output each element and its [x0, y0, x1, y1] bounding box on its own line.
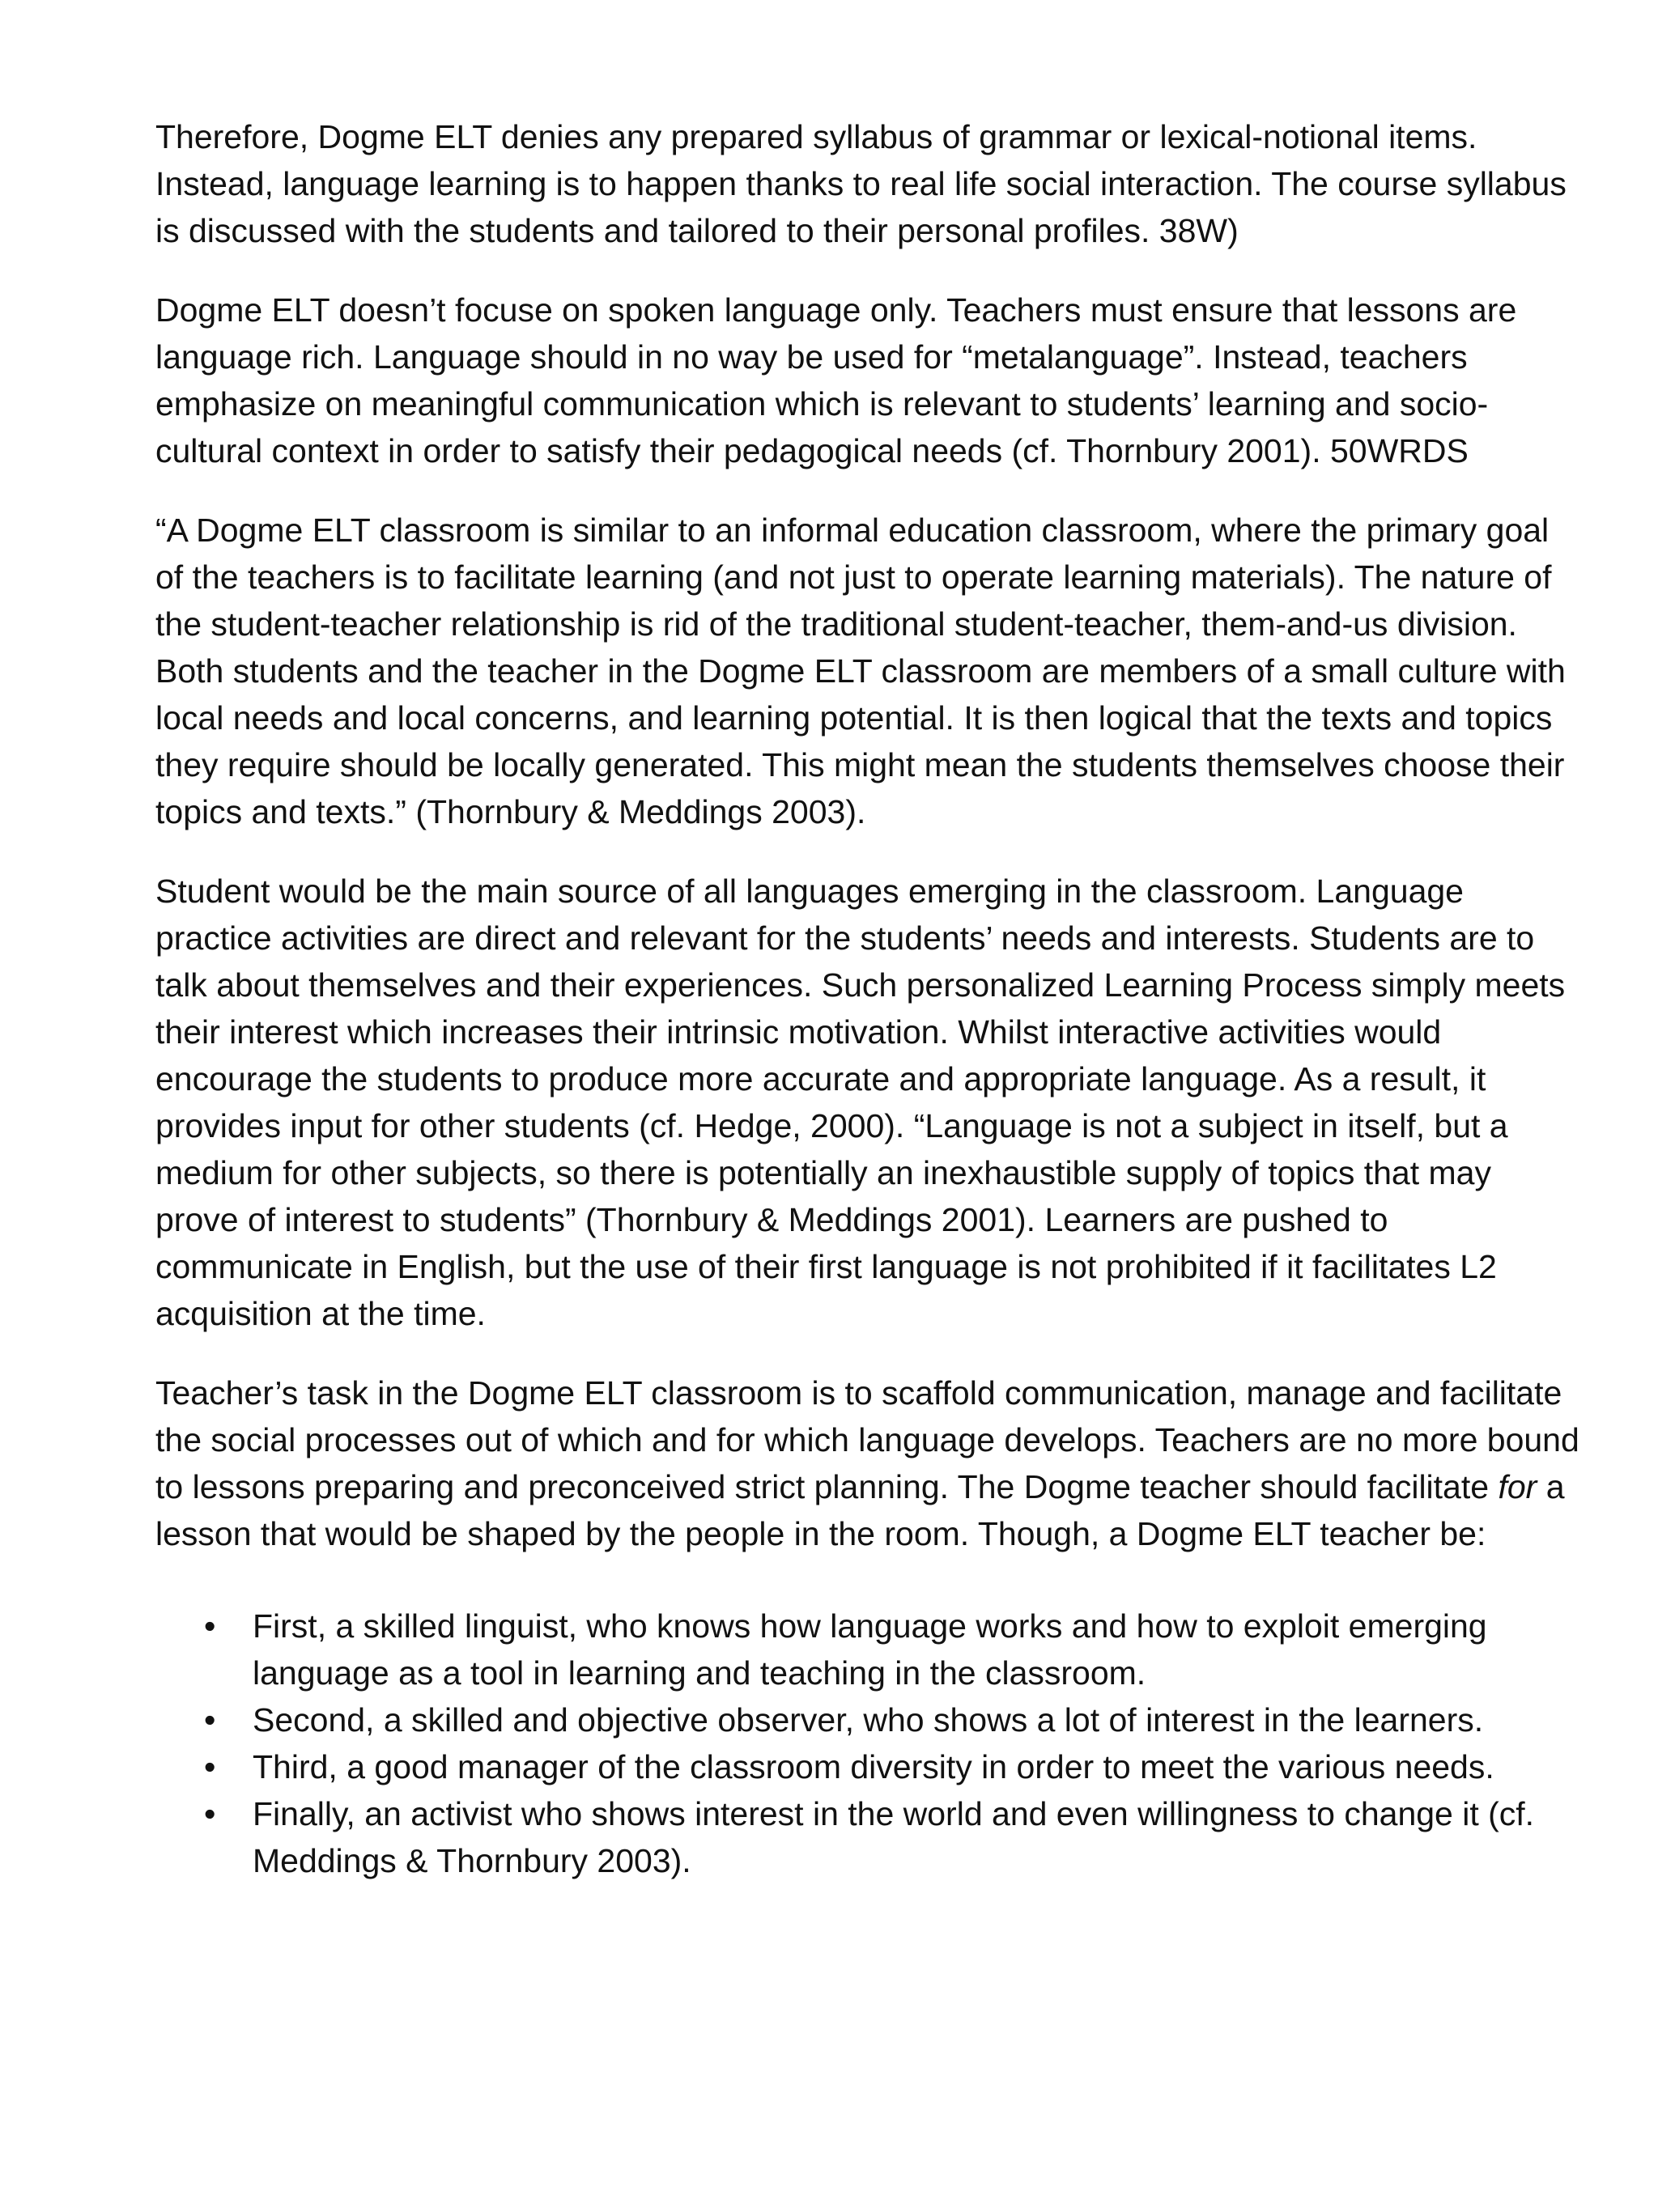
paragraph-spoken-language: Dogme ELT doesn’t focuse on spoken language only. Teachers must ensure that lessons are language rich. Language should in no way be used for “metalanguage”. Instead, teachers emphasize on meaningful communication which is relevant to students’ learning and socio-cultural context in order to satisfy their pedagogical needs (cf. Thornbury 2001). 50WRDS — [155, 291, 1517, 469]
paragraph-classroom-quote: “A Dogme ELT classroom is similar to an informal education classroom, where the primary goal of the teachers is to facilitate learning (and not just to operate learning materials). The nature of the student-teacher relationship is rid of the traditional student-teacher, them-and-us division. Both students and the teacher in the Dogme ELT classroom are members of a small culture with local needs and local concerns, and learning potential. It is then logical that the texts and topics they require should be locally generated. This might mean the students themselves choose their topics and texts.” (Thornbury & Meddings 2003). — [155, 512, 1566, 830]
bullet-icon: • — [204, 1795, 216, 1832]
teacher-text-end: a lesson that would be shaped by the people in the room. Though, a Dogme ELT teacher be: — [155, 1468, 1565, 1552]
paragraph-syllabus: Therefore, Dogme ELT denies any prepared syllabus of grammar or lexical-notional items. Instead, language learning is to happen thanks to real life social interaction. The course syllabus is discussed with the students and tailored to their personal profiles. 38W) — [155, 118, 1567, 249]
teacher-text-start: Teacher’s task in the Dogme ELT classroom is to scaffold communication, manage and facilitate the social processes out of which and for which language develops. Teachers are no more bound to lessons preparing and preconceived strict planning. The Dogme teacher should facilitate — [155, 1374, 1579, 1505]
list-item-text: Finally, an activist who shows interest in the world and even willingness to change it (cf. Meddings & Thornbury 2003). — [253, 1795, 1535, 1879]
teacher-qualities-list — [155, 1603, 1580, 1884]
list-item — [155, 1696, 1580, 1743]
bullet-icon: • — [204, 1607, 216, 1645]
list-item-text: First, a skilled linguist, who knows how language works and how to exploit emerging language as a tool in learning and teaching in the classroom. — [253, 1607, 1487, 1692]
paragraph-teacher-task — [155, 1369, 1580, 1557]
bullet-icon: • — [204, 1748, 216, 1785]
document-body — [155, 113, 1580, 1884]
list-item — [155, 1743, 1580, 1790]
list-item-text: Second, a skilled and objective observer, who shows a lot of interest in the learners. — [253, 1701, 1484, 1739]
teacher-text-italic: for — [1498, 1468, 1537, 1505]
bullet-icon: • — [204, 1701, 216, 1739]
list-item — [155, 1790, 1580, 1884]
paragraph-student-source: Student would be the main source of all languages emerging in the classroom. Language practice activities are direct and relevant for the students’ needs and interests. Students are to talk about themselves and their experiences. Such personalized Learning Process simply meets their interest which increases their intrinsic motivation. Whilst interactive activities would encourage the students to produce more accurate and appropriate language. As a result, it provides input for other students (cf. Hedge, 2000). “Language is not a subject in itself, but a medium for other subjects, so there is potentially an inexhaustible supply of topics that may prove of interest to students” (Thornbury & Meddings 2001). Learners are pushed to communicate in English, but the use of their first language is not prohibited if it facilitates L2 acquisition at the time. — [155, 872, 1566, 1332]
list-item — [155, 1603, 1580, 1696]
list-item-text: Third, a good manager of the classroom diversity in order to meet the various needs. — [253, 1748, 1494, 1785]
